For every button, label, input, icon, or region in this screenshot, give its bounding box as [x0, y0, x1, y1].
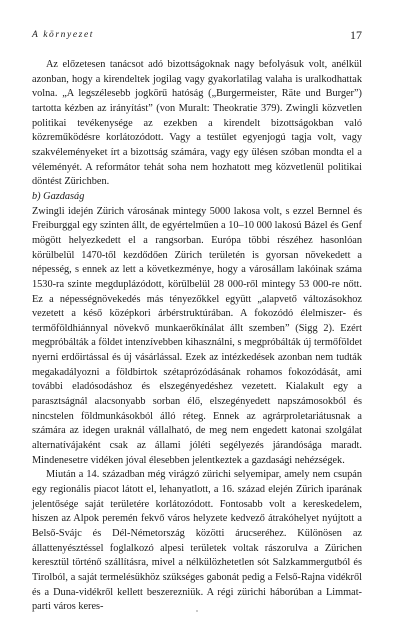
- section-heading: b) Gazdaság: [32, 190, 85, 202]
- body-text: [32, 58, 362, 615]
- running-head: A környezet: [32, 30, 95, 40]
- paragraph: Zwingli idején Zürich városának mintegy 5000 lakosa volt, s ezzel Bernnel és Freiburggal egy szinten állt, de egyértelműen a 10–10 000 lakosú Bázel és Genf mögött helyezkedett el a rangsorban. Európa többi részéhez hasonlóan körülbelül 1470-től kezdődően Zürich területén is gyorsan növekedett a népesség, s ennek az lett a következménye, hogy a városállam lakóinak száma 1530-ra szinte megduplázódott, körülbelül 28 000-ről mintegy 53 000-re nőtt. Ez a népességnövekedés más tényezőkkel együtt „alapvető változásokhoz vezetett a késő középkori árbérstruktúrában. A fokozódó élelmiszer- és termőföldhiánnyal növekvő munkaerőkínálat állt szemben” (Sigg 2). Ezért megpróbálták a földet intenzívebben kihasználni, s megpróbálták új termőföldet nyerni erdőirtással és új vásárlással. Ezek az intézkedések azonban nem tudták megakadályozni a földbirtok szétaprózódásának rohamos fokozódását, ami további eladósodáshoz és elszegényedéshez vezetett. Kialakult egy a parasztságnál alacsonyabb sorban élő, elszegényedett napszámosokból és nincstelen földmunkásokból álló réteg. Ennek az agrárproletariátusnak a számára az idegen uraknál vállalható, de meg nem engedett katonai szolgálat alternatívájaként csak az állami jóléti segélyezés járandósága maradt. Mindenesetre vidéken jóval élesebben jelentkeztek a gazdasági nehézségek.: [32, 205, 362, 466]
- page-number: 17: [350, 28, 362, 42]
- page-header: [32, 30, 362, 44]
- paragraph: Miután a 14. században még virágzó zürichi selyemipar, amely nem csupán egy regionális piacot látott el, lehanyatlott, a 16. század elején Zürich iparának jelentősége saját területére korlátozódott. Fontosabb volt a kereskedelem, hiszen az Alpok peremén fekvő város helyzete kedvező átrakóhelyet nyújtott a Belső-Svájc és Dél-Németország közötti árucseréhez. Különösen az állattenyésztéssel foglalkozó alpesi területek voltak rászorulva a Zürichen keresztül történő szállításra, mivel a nélkülözhetetlen sót Salzkammergutból és Tirolból, a saját termelésükhöz szükséges gabonát pedig a Felső-Rajna vidékről és a Duna-vidékről kellett beszerezniük. A régi zürichi háborúban a Limmat-parti város keres-: [32, 469, 362, 613]
- paragraph: Az előzetesen tanácsot adó bizottságoknak nagy befolyásuk volt, anélkül azonban, hogy a kirendeltek jogilag vagy gyakorlatilag valaha is uralkodhattak volna. „A legszélesebb jogkörű hatóság („Burgermeister, Räte und Burger”) tartotta kézben az irányítást” (von Muralt: Theokratie 379). Zwingli közvetlen politikai tevékenysége az ezekben a kirendelt bizottságokban való közreműködésre korlátozódott. Vagy a testület egyenjogú tagja volt, vagy szakvéleményeket írt a bizottság számára, vagy egy ülésen szóban mondta el a véleményét. A reformátor tehát soha nem hozhatott meg közvetlenül politikai döntést Zürichben.: [32, 59, 362, 188]
- page-mark: [196, 610, 198, 612]
